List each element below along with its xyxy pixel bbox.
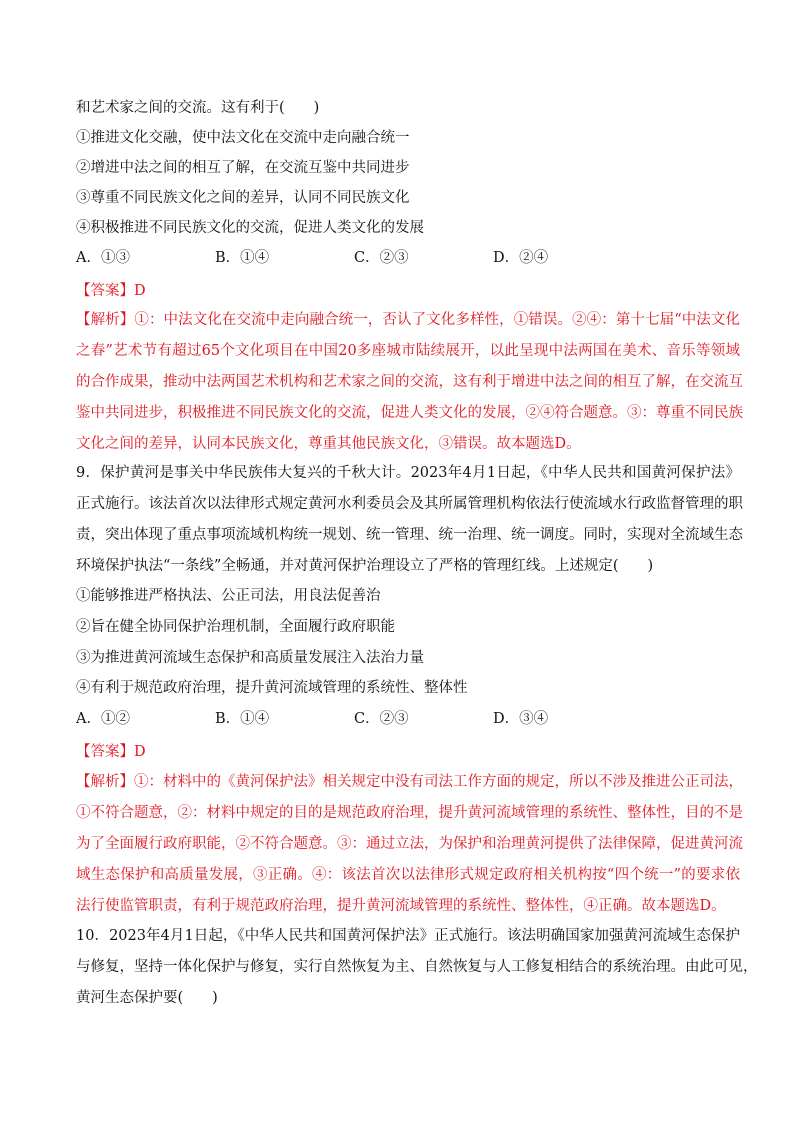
- q9-analysis-line-4: 域生态保护和高质量发展，③正确。④：该法首次以法律形式规定政府相关机构按“四个统一”的要求依: [76, 867, 740, 883]
- q9-option-3: ③为推进黄河流域生态保护和高质量发展注入法治力量: [76, 650, 424, 666]
- q8-analysis-line-4: 鉴中共同进步，积极推进不同民族文化的交流，促进人类文化的发展，②④符合题意。③：尊重不同民族: [76, 405, 743, 421]
- q8-stem-tail: 和艺术家之间的交流。这有利于( ): [76, 100, 320, 116]
- q8-choice-a: A．①③: [76, 250, 130, 266]
- q10-stem-line-3: 黄河生态保护要( ): [76, 990, 218, 1006]
- q8-analysis-line-2: 之春”艺术节有超过65个文化项目在中国20多座城市陆续展开，以此呈现中法两国在美术、音乐等领域: [76, 343, 740, 359]
- q9-analysis-line-1: 【解析】①：材料中的《黄河保护法》相关规定中没有司法工作方面的规定，所以不涉及推进公正司法，: [76, 774, 743, 790]
- q9-option-2: ②旨在健全协同保护治理机制，全面履行政府职能: [76, 619, 395, 635]
- q9-answer: 【答案】D: [76, 744, 146, 760]
- q9-analysis-line-3: 为了全面履行政府职能，②不符合题意。③：通过立法，为保护和治理黄河提供了法律保障，促进黄河流: [76, 836, 743, 852]
- q8-analysis-line-1: 【解析】①：中法文化在交流中走向融合统一，否认了文化多样性，①错误。②④：第十七届“中法文化: [76, 312, 740, 328]
- q9-choice-d: D．③④: [493, 711, 549, 727]
- q8-choice-c: C．②③: [354, 250, 409, 266]
- q9-stem-line-2: 正式施行。该法首次以法律形式规定黄河水利委员会及其所属管理机构依法行使流域水行政监督管理的职: [76, 496, 743, 512]
- q8-option-3: ③尊重不同民族文化之间的差异，认同不同民族文化: [76, 190, 410, 206]
- q8-choice-d: D．②④: [493, 250, 549, 266]
- q8-option-1: ①推进文化交融，使中法文化在交流中走向融合统一: [76, 130, 410, 146]
- q9-choice-a: A．①②: [76, 711, 130, 727]
- q8-option-2: ②增进中法之间的相互了解，在交流互鉴中共同进步: [76, 160, 410, 176]
- q9-stem-line-4: 环境保护执法“一条线”全畅通，并对黄河保护治理设立了严格的管理红线。上述规定( ): [76, 558, 654, 574]
- q9-stem-line-1: 9．保护黄河是事关中华民族伟大复兴的千秋大计。2023年4月1日起，《中华人民共和国黄河保护法》: [76, 465, 740, 481]
- q9-choice-c: C．②③: [354, 711, 409, 727]
- q9-option-1: ①能够推进严格执法、公正司法，用良法促善治: [76, 588, 381, 604]
- q8-answer: 【答案】D: [76, 283, 146, 299]
- q9-stem-line-3: 责，突出体现了重点事项流域机构统一规划、统一管理、统一治理、统一调度。同时，实现对全流域生态: [76, 527, 743, 543]
- q9-analysis-line-2: ①不符合题意，②：材料中规定的目的是规范政府治理，提升黄河流域管理的系统性、整体性，目的不是: [76, 805, 743, 821]
- q9-option-4: ④有利于规范政府治理，提升黄河流域管理的系统性、整体性: [76, 680, 468, 696]
- q9-choice-b: B．①④: [215, 711, 270, 727]
- q9-analysis-line-5: 法行使监管职责，有利于规范政府治理，提升黄河流域管理的系统性、整体性，④正确。故本题选D。: [76, 898, 726, 914]
- q10-stem-line-2: 与修复，坚持一体化保护与修复，实行自然恢复为主、自然恢复与人工修复相结合的系统治理。由此可见，: [76, 959, 758, 975]
- q8-analysis-line-5: 文化之间的差异，认同本民族文化，尊重其他民族文化，③错误。故本题选D。: [76, 436, 581, 452]
- q8-option-4: ④积极推进不同民族文化的交流，促进人类文化的发展: [76, 220, 424, 236]
- q8-analysis-line-3: 的合作成果，推动中法两国艺术机构和艺术家之间的交流，这有利于增进中法之间的相互了解，在交流互: [76, 374, 743, 390]
- q8-choice-b: B．①④: [215, 250, 270, 266]
- q10-stem-line-1: 10．2023年4月1日起，《中华人民共和国黄河保护法》正式施行。该法明确国家加强黄河流域生态保护: [76, 928, 740, 944]
